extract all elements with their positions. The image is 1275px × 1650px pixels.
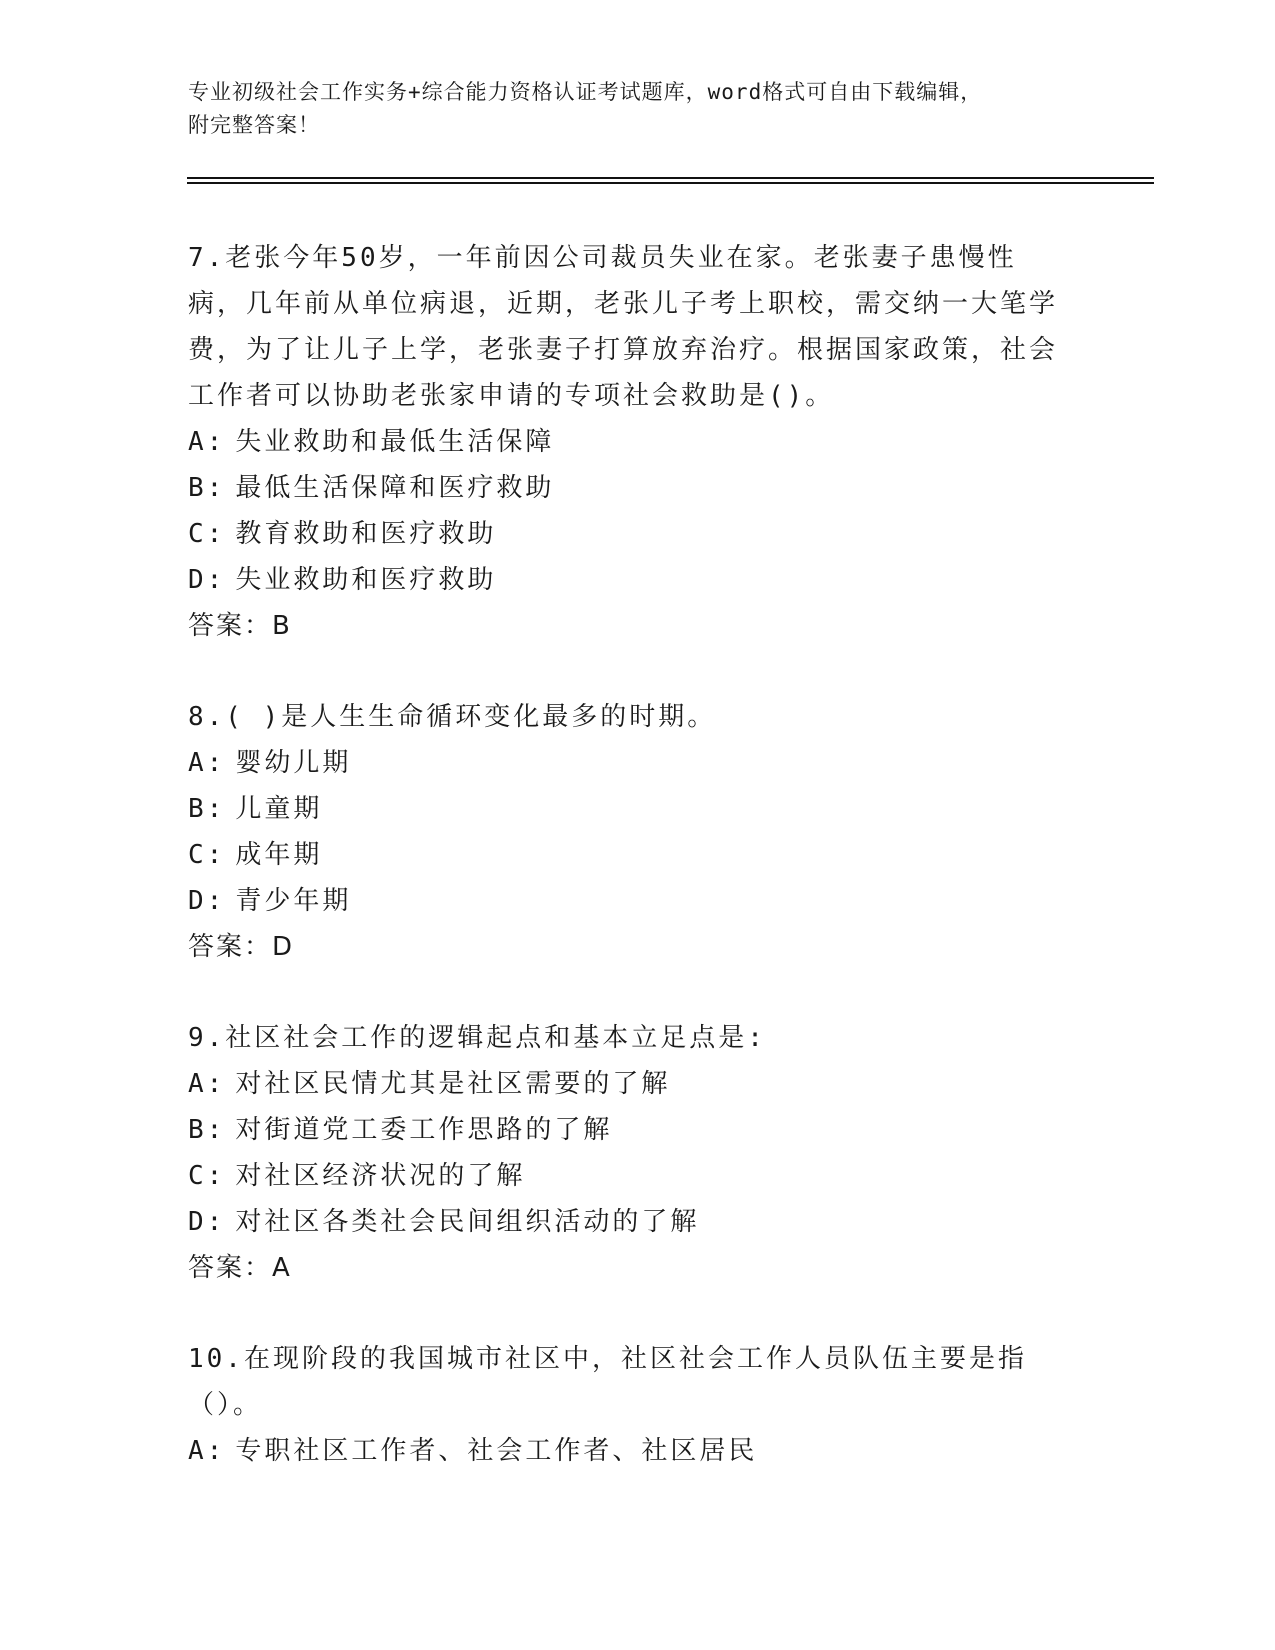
option-letter: C: [188, 840, 226, 870]
option-letter: C: [188, 1161, 226, 1191]
option-text: 失业救助和最低生活保障 [235, 427, 555, 457]
option-text: 儿童期 [235, 794, 323, 824]
option-letter: A: [188, 748, 226, 778]
option-letter: D: [188, 886, 226, 916]
option-letter: A: [188, 427, 226, 457]
question-10 [188, 1336, 1068, 1474]
option-b [188, 465, 1068, 511]
spacer [188, 649, 1068, 694]
option-text: 对街道党工委工作思路的了解 [235, 1115, 613, 1145]
spacer [188, 970, 1068, 1015]
option-letter: B: [188, 1115, 226, 1145]
option-a [188, 1428, 1068, 1474]
option-text: 最低生活保障和医疗救助 [235, 473, 555, 503]
question-list [188, 235, 1068, 1474]
option-text: 青少年期 [235, 886, 352, 916]
option-text: 专职社区工作者、社会工作者、社区居民 [235, 1436, 758, 1466]
document-header [188, 76, 1088, 142]
option-letter: C: [188, 519, 226, 549]
option-d [188, 878, 1068, 924]
answer-line: 答案：B [188, 611, 292, 641]
question-stem: 8.( )是人生生命循环变化最多的时期。 [188, 702, 717, 732]
option-letter: D: [188, 565, 226, 595]
option-d [188, 1199, 1068, 1245]
option-text: 对社区各类社会民间组织活动的了解 [235, 1207, 700, 1237]
option-text: 失业救助和医疗救助 [235, 565, 497, 595]
option-a [188, 1061, 1068, 1107]
question-9 [188, 1015, 1068, 1291]
header-line-1: 专业初级社会工作实务+综合能力资格认证考试题库，word格式可自由下载编辑， [188, 80, 983, 104]
option-a [188, 740, 1068, 786]
header-line-2: 附完整答案！ [188, 113, 320, 137]
question-stem: 9.社区社会工作的逻辑起点和基本立足点是: [188, 1023, 766, 1053]
option-letter: B: [188, 794, 226, 824]
option-text: 成年期 [235, 840, 323, 870]
option-a [188, 419, 1068, 465]
option-c [188, 832, 1068, 878]
option-b [188, 1107, 1068, 1153]
header-divider-top [187, 177, 1154, 179]
option-d [188, 557, 1068, 603]
answer-line: 答案：A [188, 1253, 292, 1283]
spacer [188, 1291, 1068, 1336]
option-letter: D: [188, 1207, 226, 1237]
option-letter: B: [188, 473, 226, 503]
question-stem: 7.老张今年50岁，一年前因公司裁员失业在家。老张妻子患慢性病，几年前从单位病退，近期，老张儿子考上职校，需交纳一大笔学费，为了让儿子上学，老张妻子打算放弃治疗。根据国家政策，社会工作者可以协助老张家申请的专项社会救助是()。 [188, 243, 1059, 411]
option-text: 教育救助和医疗救助 [235, 519, 497, 549]
option-c [188, 1153, 1068, 1199]
option-c [188, 511, 1068, 557]
option-text: 对社区民情尤其是社区需要的了解 [235, 1069, 671, 1099]
question-stem: 10.在现阶段的我国城市社区中，社区社会工作人员队伍主要是指（）。 [188, 1344, 1027, 1420]
option-text: 婴幼儿期 [235, 748, 352, 778]
option-letter: A: [188, 1069, 226, 1099]
answer-line: 答案：D [188, 932, 295, 962]
header-divider-bottom [187, 182, 1154, 184]
question-7 [188, 235, 1068, 649]
question-8 [188, 694, 1068, 970]
option-b [188, 786, 1068, 832]
option-text: 对社区经济状况的了解 [235, 1161, 526, 1191]
option-letter: A: [188, 1436, 226, 1466]
